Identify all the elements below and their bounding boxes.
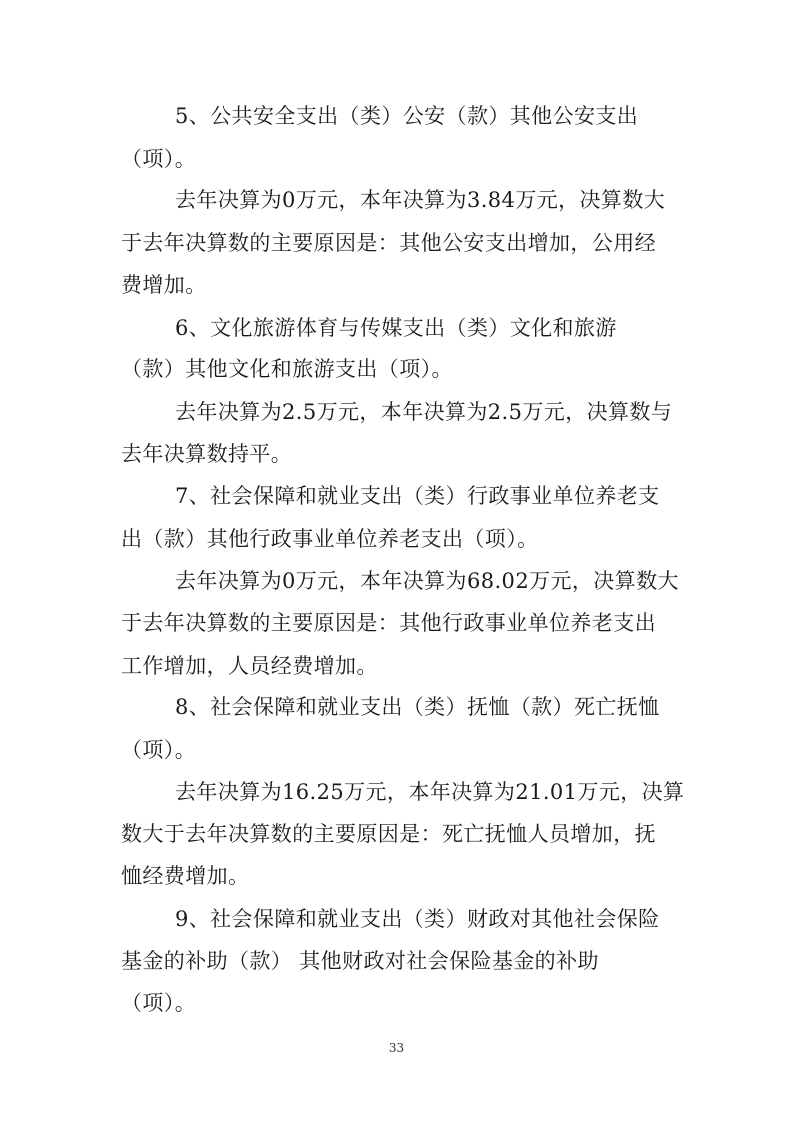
item-5-heading-line-2: （项）。 bbox=[121, 147, 197, 171]
item-6-heading-line-2: （款）其他文化和旅游支出（项）。 bbox=[121, 357, 453, 381]
item-5-heading-line-1: 5、公共安全支出（类）公安（款）其他公安支出 bbox=[175, 104, 639, 128]
item-5-body-line-3: 费增加。 bbox=[121, 273, 207, 297]
item-7-body-line-2: 于去年决算数的主要原因是：其他行政事业单位养老支出 bbox=[121, 611, 656, 635]
item-9-heading-line-3: （项）。 bbox=[121, 991, 197, 1015]
item-5-body-line-2: 于去年决算数的主要原因是：其他公安支出增加，公用经 bbox=[121, 231, 656, 255]
item-9-heading-line-1: 9、社会保障和就业支出（类）财政对其他社会保险 bbox=[175, 907, 660, 931]
item-8-body-line-3: 恤经费增加。 bbox=[121, 864, 250, 888]
item-7-heading-line-2: 出（款）其他行政事业单位养老支出（项）。 bbox=[121, 527, 539, 551]
item-8-body-line-1: 去年决算为16.25万元，本年决算为21.01万元，决算 bbox=[175, 780, 685, 804]
item-7-body-line-3: 工作增加，人员经费增加。 bbox=[121, 654, 378, 678]
item-8-body-line-2: 数大于去年决算数的主要原因是：死亡抚恤人员增加，抚 bbox=[121, 822, 656, 846]
page-number: 33 bbox=[388, 1041, 405, 1055]
item-6-heading-line-1: 6、文化旅游体育与传媒支出（类）文化和旅游 bbox=[175, 316, 617, 340]
item-8-heading-line-2: （项）。 bbox=[121, 738, 197, 762]
item-5-body-line-1: 去年决算为0万元，本年决算为3.84万元，决算数大 bbox=[175, 188, 666, 212]
item-9-heading-line-2: 基金的补助（款） 其他财政对社会保险基金的补助 bbox=[121, 949, 599, 973]
item-7-body-line-1: 去年决算为0万元，本年决算为68.02万元，决算数大 bbox=[175, 569, 679, 593]
item-7-heading-line-1: 7、社会保障和就业支出（类）行政事业单位养老支 bbox=[175, 484, 660, 508]
item-6-body-line-2: 去年决算数持平。 bbox=[121, 442, 293, 466]
item-8-heading-line-1: 8、社会保障和就业支出（类）抚恤（款）死亡抚恤 bbox=[175, 695, 660, 719]
item-6-body-line-1: 去年决算为2.5万元，本年决算为2.5万元，决算数与 bbox=[175, 400, 673, 424]
